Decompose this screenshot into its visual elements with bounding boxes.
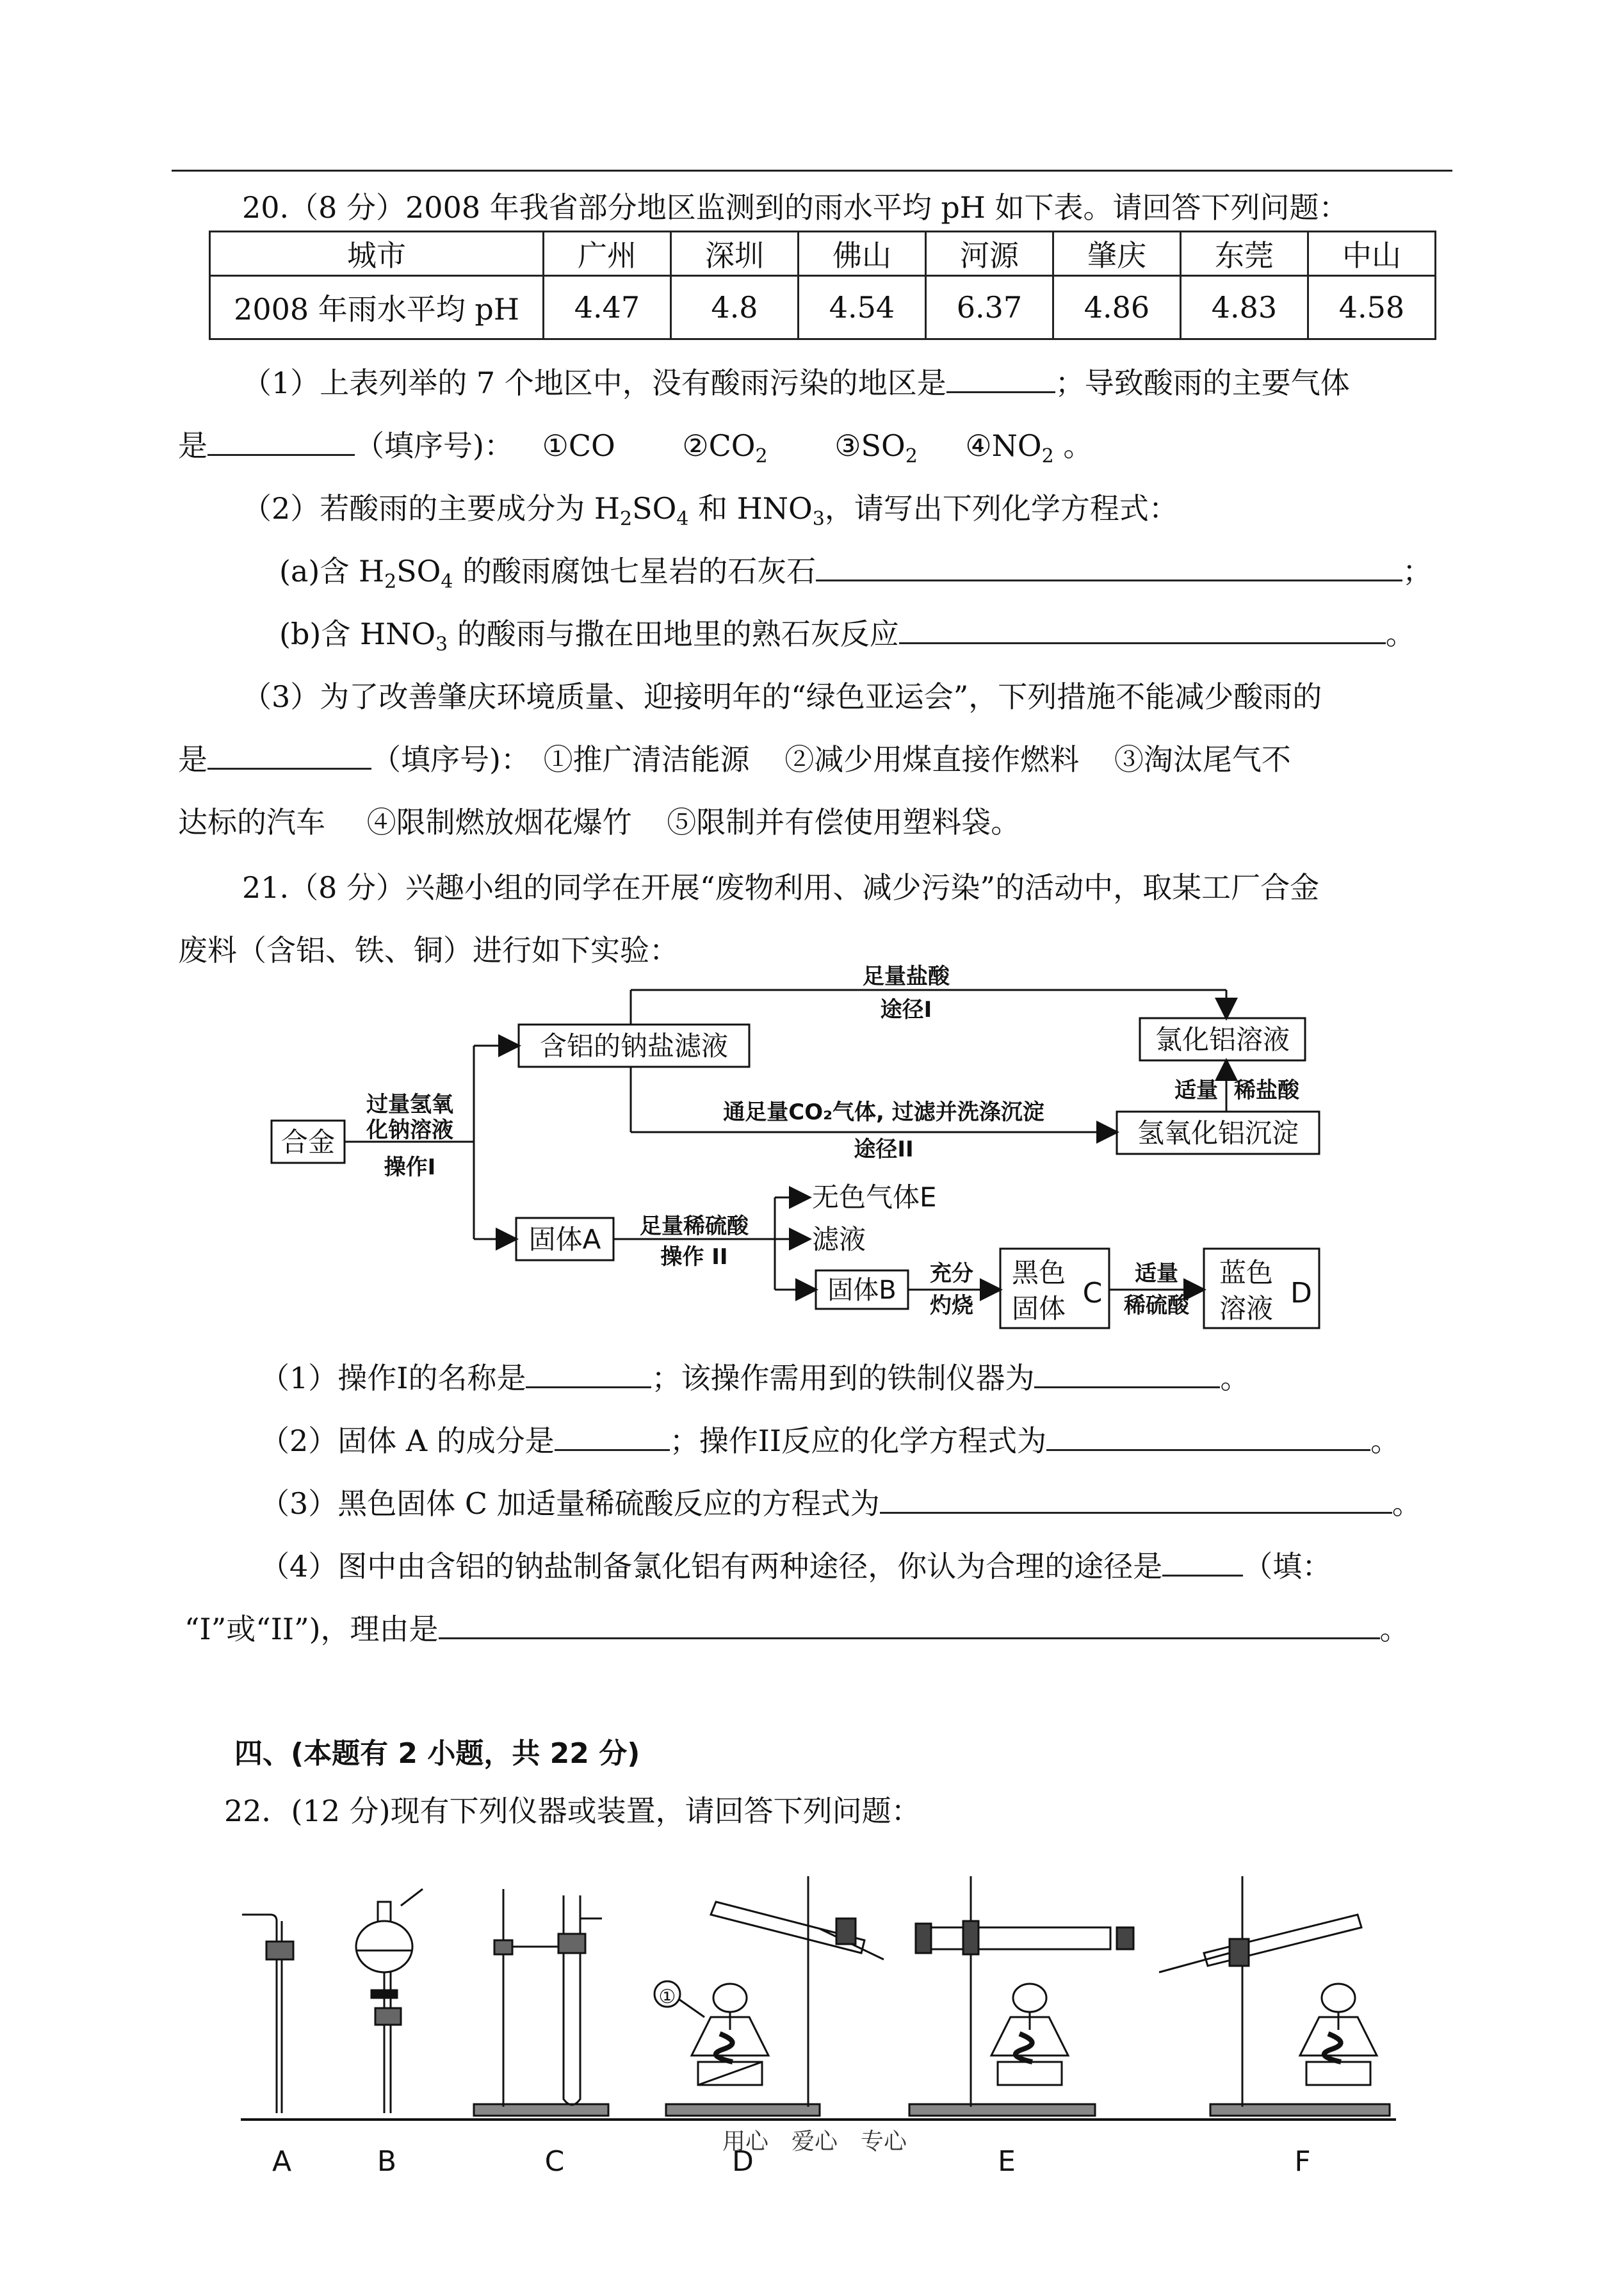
flow-route1-reagent: 足量盐酸	[863, 964, 950, 989]
flow-filtrate2: 滤液	[812, 1224, 866, 1255]
option-no2: $④NO_2$	[965, 428, 1054, 468]
flow-reagent1a: 过量氢氧	[366, 1092, 453, 1117]
answer-blank[interactable]	[207, 428, 355, 456]
flow-op1: 操作I	[384, 1155, 436, 1180]
label-a: A	[272, 2145, 292, 2177]
ph-cell: 4.86	[1053, 276, 1181, 339]
q21-part4-line1: （4）图中由含铝的钠盐制备氯化铝有两种途径，你认为合理的途径是 （填：	[260, 1549, 1332, 1584]
measure-2: ②减少用煤直接作燃料	[784, 742, 1080, 777]
top-rule	[172, 170, 1452, 172]
apparatus-e	[909, 1876, 1133, 2116]
q21-part2: （2）固体 A 的成分是 ；操作II反应的化学方程式为 。	[260, 1423, 1401, 1458]
flow-up-a: 适量	[1174, 1078, 1218, 1103]
answer-blank[interactable]	[880, 1486, 1392, 1514]
city-cell: 中山	[1308, 232, 1436, 276]
q20-part2: （2）若酸雨的主要成分为 $H_2SO_4$ 和 $HNO_3$，请写出下列化学方程式：	[242, 491, 1178, 531]
q20-part3-line2: 是 （填序号)： ①推广清洁能源 ②减少用煤直接作燃料 ③淘汰尾气不	[178, 742, 1291, 777]
city-cell: 佛山	[799, 232, 926, 276]
flow-op2: 操作 II	[660, 1244, 728, 1270]
apparatus-figure	[0, 1857, 1624, 2177]
flow-solid-a: 固体A	[528, 1224, 601, 1255]
q20-part2b: (b)含 $HNO_3$ 的酸雨与撒在田地里的熟石灰反应 。	[279, 617, 1415, 656]
q20-intro: 20.（8 分）2008 年我省部分地区监测到的雨水平均 pH 如下表。请回答下列问题：	[242, 190, 1349, 225]
answer-blank[interactable]	[1046, 1423, 1370, 1451]
option-co: ①CO	[542, 428, 615, 463]
city-cell: 河源	[926, 232, 1053, 276]
q21-part3: （3）黑色固体 C 加适量稀硫酸反应的方程式为 。	[260, 1486, 1422, 1521]
ph-cell: 4.8	[671, 276, 799, 339]
q21-part1: （1）操作I的名称是 ；该操作需用到的铁制仪器为 。	[260, 1361, 1250, 1395]
flow-alloy: 合金	[280, 1126, 336, 1158]
flow-filtrate: 含铝的钠盐滤液	[539, 1030, 729, 1062]
answer-blank[interactable]	[526, 1361, 651, 1388]
flow-route2-reagent: 通足量CO₂气体, 过滤并洗涤沉淀	[723, 1099, 1044, 1125]
q20-part3-line3: 达标的汽车 ④限制燃放烟花爆竹 ⑤限制并有偿使用塑料袋。	[178, 805, 1021, 839]
city-cell: 肇庆	[1053, 232, 1181, 276]
flow-alcl3: 氯化铝溶液	[1155, 1024, 1290, 1055]
apparatus-b	[356, 1889, 423, 2113]
answer-blank[interactable]	[816, 554, 1402, 581]
q20-p1d: （填序号)：	[355, 428, 514, 463]
marker-1: ①	[658, 1986, 676, 2008]
label-d: D	[732, 2145, 754, 2177]
q20-p1b: ；导致酸雨的主要气体	[1055, 366, 1350, 400]
footer-watermark: 用心 爱心 专心	[722, 2129, 907, 2155]
flow-gas-e: 无色气体E	[812, 1181, 937, 1213]
flow-burn1: 充分	[930, 1261, 973, 1286]
flow-c: C	[1082, 1277, 1103, 1310]
apparatus-c	[474, 1889, 608, 2116]
label-c: C	[544, 2145, 565, 2177]
answer-blank[interactable]	[555, 1423, 670, 1451]
measure-4: ④限制燃放烟花爆竹	[366, 805, 632, 839]
label-b: B	[377, 2145, 397, 2177]
option-so2: $③SO_2$	[834, 428, 918, 468]
flow-blue-d1: 蓝色	[1219, 1257, 1274, 1288]
answer-blank[interactable]	[1162, 1549, 1243, 1577]
ph-cell: 4.47	[544, 276, 671, 339]
measure-1: ①推广清洁能源	[543, 742, 750, 777]
q20-p1a: （1）上表列举的 7 个地区中，没有酸雨污染的地区是	[242, 366, 946, 400]
flow-dil2: 稀硫酸	[1124, 1293, 1189, 1318]
answer-blank[interactable]	[899, 617, 1386, 644]
ph-table	[209, 231, 1436, 340]
apparatus-d	[666, 1876, 884, 2116]
ph-cell: 6.37	[926, 276, 1053, 339]
answer-blank[interactable]	[207, 742, 371, 770]
answer-blank[interactable]	[946, 366, 1055, 393]
q20-part3-line1: （3）为了改善肇庆环境质量、迎接明年的“绿色亚运会”，下列措施不能减少酸雨的	[242, 679, 1322, 714]
ph-cell: 4.54	[799, 276, 926, 339]
label-e: E	[998, 2145, 1016, 2177]
table-header-label: 城市	[210, 232, 544, 276]
flow-solid-b: 固体B	[827, 1276, 897, 1305]
answer-blank[interactable]	[1034, 1361, 1220, 1388]
q21-intro-line1: 21.（8 分）兴趣小组的同学在开展“废物利用、减少污染”的活动中，取某工厂合金	[242, 870, 1320, 905]
flow-up-b: 稀盐酸	[1234, 1078, 1299, 1103]
apparatus-f	[1159, 1876, 1390, 2116]
q21-intro-line2: 废料（含铝、铁、铜）进行如下实验：	[178, 933, 679, 968]
measure-5: ⑤限制并有偿使用塑料袋。	[667, 805, 1021, 839]
measure-3: ③淘汰尾气不	[1114, 742, 1291, 777]
q21-part4-line2: “I”或“II”)，理由是 。	[184, 1612, 1409, 1646]
q20-p1end: 。	[1063, 428, 1093, 463]
ph-cell: 4.83	[1181, 276, 1308, 339]
section-4-heading: 四、(本题有 2 小题，共 22 分)	[234, 1737, 640, 1770]
city-cell: 广州	[544, 232, 671, 276]
flow-h2so4: 足量稀硫酸	[640, 1213, 749, 1239]
flow-burn2: 灼烧	[930, 1293, 973, 1318]
flow-d: D	[1290, 1277, 1312, 1310]
option-co2: $②CO_2$	[682, 428, 768, 468]
flow-black-c2: 固体	[1011, 1293, 1066, 1324]
answer-blank[interactable]	[439, 1612, 1380, 1639]
flow-blue-d2: 溶液	[1219, 1293, 1274, 1324]
q20-part2a: (a)含 $H_2SO_4$ 的酸雨腐蚀七星岩的石灰石 ；	[279, 554, 1433, 594]
flow-route1: 途径I	[880, 997, 932, 1023]
label-f: F	[1294, 2145, 1311, 2177]
q20-part1-line2	[178, 428, 1092, 474]
city-cell: 深圳	[671, 232, 799, 276]
city-cell: 东莞	[1181, 232, 1308, 276]
q22-intro: 22．(12 分)现有下列仪器或装置，请回答下列问题：	[224, 1794, 921, 1828]
flow-reagent1b: 化钠溶液	[366, 1117, 453, 1143]
apparatus-a	[242, 1915, 293, 2113]
ph-cell: 4.58	[1308, 276, 1436, 339]
q20-p1c: 是	[178, 428, 207, 463]
table-row-label: 2008 年雨水平均 pH	[210, 276, 544, 339]
flow-diagram	[0, 961, 1624, 1358]
q20-part1-line1	[242, 365, 1350, 401]
flow-dil1: 适量	[1135, 1261, 1178, 1286]
flow-black-c1: 黑色	[1011, 1257, 1066, 1288]
flow-route2: 途径II	[854, 1137, 914, 1162]
flow-aloh3: 氢氧化铝沉淀	[1137, 1117, 1299, 1149]
